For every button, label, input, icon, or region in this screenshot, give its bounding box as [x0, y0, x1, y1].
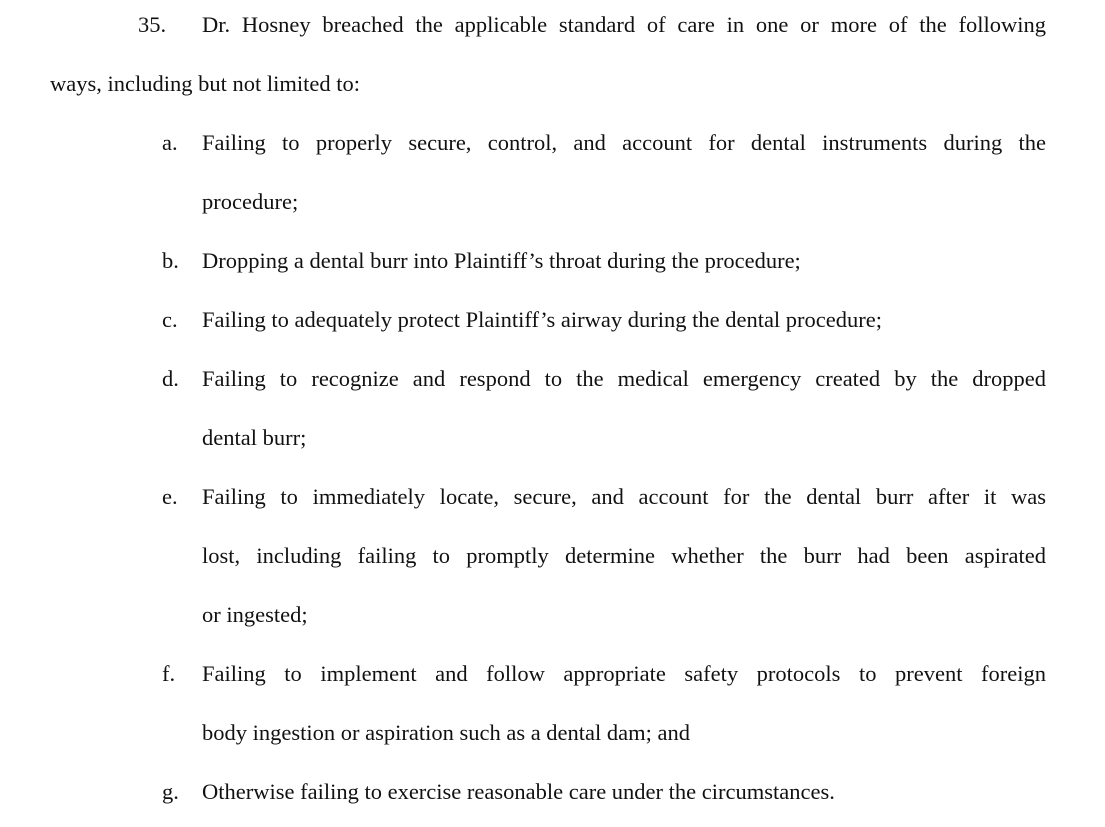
- paragraph-continuation-line: ways, including but not limited to:: [50, 71, 360, 96]
- item-g-line-1: Otherwise failing to exercise reasonable care under the circumstances.: [202, 779, 835, 804]
- item-a-line-2: procedure;: [202, 189, 299, 214]
- item-d-line-2: dental burr;: [202, 425, 307, 450]
- item-d-marker: d.: [162, 366, 179, 391]
- item-b-marker: b.: [162, 248, 179, 273]
- item-e-line-2: lost, including failing to promptly determine whether the burr had been aspirated: [202, 543, 1046, 568]
- item-e-line-3: or ingested;: [202, 602, 308, 627]
- item-a-marker: a.: [162, 130, 178, 155]
- paragraph-first-line: Dr. Hosney breached the applicable standard of care in one or more of the following: [202, 12, 1046, 37]
- item-g-marker: g.: [162, 779, 179, 804]
- item-e-line-1: Failing to immediately locate, secure, and account for the dental burr after it was: [202, 484, 1046, 509]
- item-e-marker: e.: [162, 484, 178, 509]
- item-c-line-1: Failing to adequately protect Plaintiff’s airway during the dental procedure;: [202, 307, 882, 332]
- item-f-line-2: body ingestion or aspiration such as a dental dam; and: [202, 720, 691, 745]
- item-f-line-1: Failing to implement and follow appropriate safety protocols to prevent foreign: [202, 661, 1046, 686]
- paragraph-number: 35.: [138, 12, 167, 37]
- item-a-line-1: Failing to properly secure, control, and account for dental instruments during the: [202, 130, 1046, 155]
- item-c-marker: c.: [162, 307, 178, 332]
- item-b-line-1: Dropping a dental burr into Plaintiff’s throat during the procedure;: [202, 248, 801, 273]
- item-f-marker: f.: [162, 661, 176, 686]
- item-d-line-1: Failing to recognize and respond to the medical emergency created by the dropped: [202, 366, 1046, 391]
